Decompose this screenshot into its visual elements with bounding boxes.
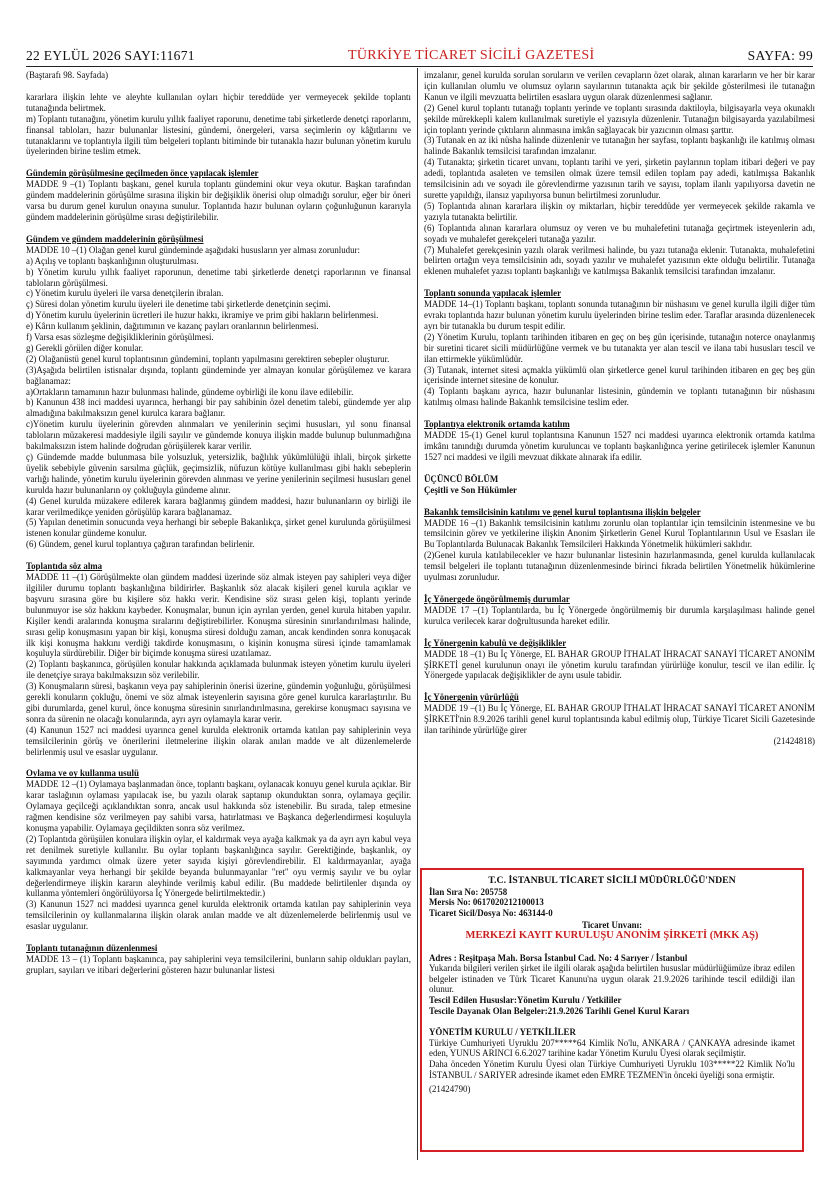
paragraph: (4) Kanunun 1527 nci maddesi uyarınca genel kurulda elektronik ortamda katılan pay sahiplerinin veya temsilcilerinin görüş ve önerilerini iletmelerine ilişkin olarak anılan madde ve alt düzenlemelerde belirlenmiş usul ve esaslar uygulanır. [26,724,411,757]
paragraph: MADDE 19 –(1) Bu İç Yönerge, EL BAHAR GROUP İTHALAT İHRACAT SANAYİ TİCARET ANONİM ŞİRKETİ'nin 8.9.2026 tarihli genel kurul toplantısında kabul edilmiş olup, Türkiye Ticaret Sicili Gazetesinde ilan tarihinde yürürlüğe girer [424,703,815,736]
section-heading: Gündemin görüşülmesine geçilmeden önce yapılacak işlemler [26,168,259,179]
paragraph: (2) Toplantı başkanınca, görüşülen konular hakkında açıklamada bulunmak isteyen yönetim kurulu üyeleri ile denetçiye sıraya bakılmaksızın söz verilebilir. [26,659,411,681]
paragraph: MADDE 13 – (1) Toplantı başkanınca, pay sahiplerini veya temsilcilerini, bunların sahip oldukları payları, grupları, sayıları ve itibari değerlerini gösteren hazır bulunanlar listesi [26,953,411,975]
header-rule [26,66,813,67]
paragraph: kararlara ilişkin lehte ve aleyhte kullanılan oyları hiçbir tereddüde yer vermeyecek şekilde toplantı tutanağında belirtmek. [26,91,411,113]
paragraph: ç) Gündemde madde bulunmasa bile yolsuzluk, yetersizlik, bağlılık yükümlülüğü ihlali, birçok şirkette üyelik sebebiyle güvenin sarsılma güçlük, geçimsizlik, nüfuzun kötüye kullanılması gibi haklı sebeplerin varlığı halinde, yönetim kurulu üyelerinin görevden alınması ve yerine yenilerinin seçilmesi hususları genel kurulda hazır bulunanların oy çokluğuyla gündeme alınır. [26,452,411,495]
paragraph: e) Kârın kullanım şeklinin, dağıtımının ve kazanç payları oranlarının belirlenmesi. [26,321,319,332]
paragraph: MADDE 9 –(1) Toplantı başkanı, genel kurula toplantı gündemini okur veya okutur. Başkan tarafından gündem maddelerinin görüşülme sırasına ilişkin bir değişiklik önerisi olup olmadığı sorulur, eğer bir öneri varsa bu durum genel kurulun onayına sunulur. Toplantıda hazır bulunan oyların çoğunluğunun kararıyla gündem maddelerinin görüşülme sırası değiştirilebilir. [26,179,411,222]
paragraph-gap [424,496,815,507]
gazette-title: TÜRKİYE TİCARET SİCİLİ GAZETESİ [348,48,595,63]
section-heading: Toplantıda söz alma [26,561,103,572]
paragraph: MADDE 16 –(1) Bakanlık temsilcisinin katılımı zorunlu olan toplantılar için temsilcinin istenmesine ve bu temsilcinin görev ve yetkilerine ilişkin Anonim Şirketlerin Genel Kurul Toplantılarının Usul ve Esasları ile Bu Toplantılarda Bulunacak Bakanlık Temsilcileri Hakkında Yönetmelik hükümleri saklıdır. [424,517,815,550]
section-heading: Gündem ve gündem maddelerinin görüşülmesi [26,233,204,244]
notice-body: Yukarıda bilgileri verilen şirket ile ilgili olarak aşağıda belirtilen hususlar müdürlüğümüze ibraz edilen belgeler istinaden ve Türk Ticaret Kanunu'na uygun olarak 21.9.2026 tarihinde tescil edildiği ilan olunur. [429,963,795,995]
paragraph: (6) Toplantıda alınan kararlara olumsuz oy veren ve bu muhalefetini tutanağa geçirtmek isteyenlerin adı, soyadı ve muhalefet gerekçeleri tutanağa yazılır. [424,222,815,244]
part-heading: ÜÇÜNCÜ BÖLÜM [424,473,499,484]
section-heading: Toplantı sonunda yapılacak işlemler [424,288,562,299]
paragraph-gap [26,157,411,168]
section-heading: Oylama ve oy kullanma usulü [26,768,139,779]
paragraph: (4) Toplantı başkanı ayrıca, hazır bulunanlar listesinin, gündemin ve toplantı tutanağının bir nüshasını katılmış olması halinde Bakanlık temsilcisine teslim eder. [424,386,815,408]
paragraph: (2) Toplantıda görüşülen konulara ilişkin oylar, el kaldırmak veya ayağa kalkmak ya da ayrı ayrı kabul veya ret denilmek suretiyle kullanılır. Bu oylar toplantı başkanlığınca sayılır. Gerektiğinde, başkanlık, oy sayımında yardımcı olmak üzere yeter sayıda kişiyi görevlendirebilir. El kaldırmayanlar, ayağa kalkmayanlar veya herhangi bir şekilde beyanda bulunmayanlar "ret" oyu vermiş sayılır ve bu oylar değerlendirmeye ilişkin kararın aleyhinde verilmiş kabul edilir. (Bu maddede belirtilenler dışında oy kullanma yöntemleri öngörülüyorsa İç Yönergede belirtilmektedir.) [26,833,411,899]
section-heading: İç Yönergenin kabulü ve değişiklikler [424,637,567,648]
paragraph-gap [424,681,815,692]
paragraph: (4) Tutanakta; şirketin ticaret unvanı, toplantı tarihi ve yeri, şirketin paylarının toplam itibari değeri ve pay adedi, toplantıda asaleten ve temsilen olmak üzere temsil edilen toplam pay adedi, katılmışsa Bakanlık temsilcisinin adı ve soyadı ile görevlendirme yazısının tarih ve sayısı, toplam ilanlı yapılıyorsa davetin ne surette yapıldığı, ilansız yapılıyorsa bunun belirtilmesi zorunludur. [424,157,815,200]
notice-paragraph-1: Türkiye Cumhuriyeti Uyruklu 207*****64 Kimlik No'lu, ANKARA / ÇANKAYA adresinde ikamet eden, YUNUS ARINCI 6.6.2027 tarihine kadar Yönetim Kurulu Üyesi olarak seçilmiştir. [429,1037,795,1059]
paragraph: b) Kanunun 438 inci maddesi uyarınca, herhangi bir pay sahibinin özel denetim talebi, gündemde yer alıp almadığına bakılmaksızın genel kurulca karara bağlanır. [26,397,411,419]
paragraph: (2) Genel kurul toplantı tutanağı toplantı yerinde ve toplantı sırasında daktiloyla, bilgisayarla veya okunaklı şekilde mürekkepli kalem kullanılmak suretiyle el yazısıyla düzenlenir. Tutanağın bilgisayarda yazılabilmesi için toplantı yerinde çıktıların alınmasına imkân sağlayacak bir yazıcının olması şarttır. [424,102,815,135]
notice-reference: (21424790) [429,1084,471,1095]
paragraph: (3) Tutanak en az iki nüsha halinde düzenlenir ve tutanağın her sayfası, toplantı başkanlığı ile katılmış olması halinde Bakanlık temsilcisi tarafından imzalanır. [424,135,815,157]
paragraph: b) Yönetim kurulu yıllık faaliyet raporunun, denetime tabi şirketlerde denetçi raporlarının ve finansal tabloların görüşülmesi. [26,266,411,288]
paragraph: (5) Yapılan denetimin sonucunda veya herhangi bir sebeple Bakanlıkça, şirket genel kurulunda görüşülmesi istenen konular gündeme konulur. [26,517,411,539]
paragraph: (7) Muhalefet gerekçesinin yazılı olarak verilmesi halinde, bu yazı tutanağa eklenir. Tutanakta, muhalefetini belirten ortağın veya temsilcisinin adı, soyadı yazılır ve muhalefet yazısının ekte olduğu belirtilir. Tutanağa eklenen muhalefet yazısı toplantı başkanlığı ve katılmışsa Bakanlık temsilcisi tarafından imzalanır. [424,244,815,277]
section-heading: Toplantıya elektronik ortamda katılım [424,419,570,430]
notice-sicil: Ticaret Sicil/Dosya No: 463144-0 [429,907,553,918]
column-divider [417,68,418,1160]
paragraph: (5) Toplantıda alınan kararlara ilişkin oy miktarları, hiçbir tereddüde yer vermeyecek şekilde rakamla ve yazıyla tutanakta belirtilir. [424,200,815,222]
notice-section-title: YÖNETİM KURULU / YETKİLİLER [429,1027,576,1038]
paragraph-gap [424,277,815,288]
page-header [26,40,813,64]
paragraph-gap [26,932,411,943]
paragraph-gap [424,408,815,419]
section-heading: Toplantı tutanağının düzenlenmesi [26,943,158,954]
paragraph: c)Yönetim kurulu üyelerinin görevden alınmaları ve yenilerinin seçimi hususları, yıl sonu finansal tabloların müzakeresi maddesiyle ilgili sayılır ve gündemde konuya ilişkin madde bulunup bulunmadığına bakılmaksızın istem halinde doğrudan görüşülerek karar verilir. [26,419,411,452]
paragraph-gap [26,757,411,768]
notice-dayanak: Tescile Dayanak Olan Belgeler:21.9.2026 Tarihli Genel Kurul Kararı [429,1005,690,1016]
section-heading: İç Yönergede öngörülmemiş durumlar [424,593,570,604]
announcement-reference: (21424818) [773,735,815,746]
registry-notice [420,868,804,1152]
issue-date: 22 EYLÜL 2026 SAYI:11671 [26,48,195,63]
paragraph: (3)Aşağıda belirtilen istisnalar dışında, toplantı gündeminde yer almayan konular görüşülemez ve karara bağlanamaz: [26,364,411,386]
paragraph-gap [26,81,411,92]
notice-mersis: Mersis No: 0617020212100013 [429,897,544,908]
paragraph: MADDE 18 –(1) Bu İç Yönerge, EL BAHAR GROUP İTHALAT İHRACAT SANAYİ TİCARET ANONİM ŞİRKETİ genel kurulunun onayı ile yönetim kurulu tarafından yürürlüğe konulur, tescil ve ilan edilir. İç Yönergede yapılacak değişiklikler de aynı usule tabidir. [424,648,815,681]
paragraph: MADDE 14–(1) Toplantı başkanı, toplantı sonunda tutanağının bir nüshasını ve genel kurulla ilgili diğer tüm evrakı toplantıda hazır bulunan yönetim kurulu üyelerinden birine teslim eder. Taraflar arasında düzenlenecek ayrı bir tutanakla bu durum tespit edilir. [424,299,815,331]
paragraph: a)Ortakların tamamının hazır bulunması halinde, gündeme oybirliği ile konu ilave edilebilir. [26,386,354,397]
paragraph: MADDE 15-(1) Genel kurul toplantısına Kanunun 1527 nci maddesi uyarınca elektronik ortamda katılma imkânı tanındığı durumda yönetim kuruluncaı ve toplantı başkanlığınca yerine getirilecek işlemler Kanunun 1527 nci maddesi ve ilgili mevzuat dikkate alınarak ifa edilir. [424,430,815,462]
paragraph: MADDE 12 –(1) Oylamaya başlanmadan önce, toplantı başkanı, oylanacak konuyu genel kurula açıklar. Bir karar taslağının oylaması yapılacak ise, bu yazılı olarak saptanıp okunduktan sonra, oylamaya geçilir. Oylamaya geçilceği açıklandıktan sonra, ancak usul hakkında söz istenebilir. Bu sırada, talep etmesine rağmen kendisine söz verilmeyen pay sahibi varsa, hatırlatması ve Başkanca değerlendirmesi koşuluyla konuşma yapabilir. Oylamaya geçildikten sonra söz verilmez. [26,779,411,833]
notice-directorate: T.C. İSTANBUL TİCARET SİCİLİ MÜDÜRLÜĞÜ'NDEN [488,875,736,886]
section-heading: Bakanlık temsilcisinin katılımı ve genel kurul toplantısına ilişkin belgeler [424,506,701,517]
notice-adres: Adres : Reşitpaşa Mah. Borsa İstanbul Cad. No: 4 Sarıyer / İstanbul [429,952,688,963]
paragraph: (2) Yönetim Kurulu, toplantı tarihinden itibaren en geç on beş gün içerisinde, tutanağın noterce onaylanmış bir suretini ticaret sicili müdürlüğüne vermek ve bu tutanakta yer alan tescil ve ilana tabi hususları tescil ve ilan ettirmekle yükümlüdür. [424,331,815,364]
notice-ilan-sira: İlan Sıra No: 205758 [429,886,508,897]
paragraph: ç) Süresi dolan yönetim kurulu üyeleri ile denetime tabi şirketlerde denetçinin seçimi. [26,299,331,310]
notice-unvan-label: Ticaret Unvanı: [581,920,643,931]
paragraph: c) Yönetim kurulu üyeleri ile varsa denetçilerin ibralan. [26,288,224,299]
paragraph-gap [26,223,411,234]
right-column [424,70,815,747]
paragraph-gap [26,550,411,561]
paragraph: g) Gerekli görülen diğer konular. [26,342,144,353]
paragraph-gap [424,583,815,594]
paragraph: MADDE 10 –(1) Olağan genel kurul gündeminde aşağıdaki hususların yer alması zorunludur: [26,244,360,255]
paragraph: imzalanır, genel kurulda sorulan soruların ve verilen cevapların özet olarak, alınan kararların ve her bir karar için kullanılan olumlu ve olumsuz oyların sayılarının tutanakta açık bir şekilde gösterilmesi ile tutanağın Kanun ve ilgili mevzuatta belirtilen esaslara uygun olarak düzenlenmesi sağlanır. [424,70,815,102]
paragraph: m) Toplantı tutanağını, yönetim kurulu yıllık faaliyet raporunu, denetime tabi şirketlerde denetçi raporlarını, finansal tabloları, hazır bulunanlar listesini, gündemi, önergeleri, varsa seçimlerin oy kâğıtlarını ve tutanaklarını ve toplantıyla ilgili tüm belgeleri toplantı bitiminde bir tutanakla hazır bulunan yönetim kurulu üyelerinden birine teslim etmek. [26,113,411,157]
paragraph: f) Varsa esas sözleşme değişikliklerinin görüşülmesi. [26,332,214,343]
paragraph: (6) Gündem, genel kurul toplantıya çağıran tarafından belirlenir. [26,539,255,550]
paragraph-gap [424,463,815,474]
paragraph: (2) Olağanüstü genel kurul toplantısının gündemini, toplantı yapılmasını gerektiren sebepler oluşturur. [26,353,390,364]
section-heading: İç Yönergenin yürürlüğü [424,692,519,703]
paragraph: (Baştarafı 98. Sayfada) [26,70,109,80]
paragraph: MADDE 17 –(1) Toplantılarda, bu İç Yönergede öngörülmemiş bir durumla karşılaşılması halinde genel kurulca verilecek karar doğrultusunda hareket edilir. [424,604,815,626]
paragraph: MADDE 11 –(1) Görüşülmekte olan gündem maddesi üzerinde söz almak isteyen pay sahipleri veya diğer ilgililer durumu toplantı başkanlığına bildirirler. Başkanlık söz alacak kişileri genel kurula açıklar ve başvuru sırasına göre bu kişilere söz hakkı verir. Kendisine söz sırası gelen kişi, toplantı yerinde bulunmuyor ise söz hakkını kaybeder. Konuşmalar, bunun için ayrılan yerden, genel kurula hitaben yapılır. Kişiler kendi aralarında konuşma sıralarını değiştirebilirler. Konuşma süresinin sınırlandırılması halinde, sırası gelip konuşmasını yapan bir kişi, konuşma süresi dolduğu zaman, ancak kendinden sonra konuşacak ilk kişi konuşma hakkını verdiği takdirde konuşmasını, o kişinin konuşma süresi içinde tamamlamak koşuluyla sürdürebilir. Diğer bir biçimde konuşma süresi uzatılamaz. [26,572,411,659]
notice-tescil: Tescil Edilen Hususlar:Yönetim Kurulu / Yetkililer [429,994,622,1005]
left-column [26,70,411,976]
notice-unvan: MERKEZİ KAYIT KURULUŞU ANONİM ŞİRKETİ (MKK AŞ) [465,929,759,941]
part-heading: Çeşitli ve Son Hükümler [424,484,517,495]
paragraph: (3) Kanunun 1527 nci maddesi uyarınca genel kurulda elektronik ortamda katılan pay sahiplerinin veya temsilcilerinin oy kullanmalarına ilişkin olarak anılan madde ve alt düzenlemelerde belirlenmiş usul ve esaslar uygulanır. [26,899,411,932]
paragraph: (3) Konuşmaların süresi, başkanın veya pay sahiplerinin önerisi üzerine, gündemin yoğunluğu, görüşülmesi gerekli konuların çokluğu, önemi ve söz almak isteyenlerin sayısına göre genel kurulca kararlaştırılır. Bu gibi durumlarda, genel kurul, önce konuşma süresinin sınırlandırılmasına, gerekirse konuşmacı sayısına ve sonra da sürenin ne olacağı konularında, ayrı ayrı oylamayla karar verir. [26,681,411,724]
paragraph: a) Açılış ve toplantı başkanlığının oluşturulması. [26,255,199,266]
paragraph: (2)Genel kurula katılabilecekler ve hazır bulunanlar listesinin hazırlanmasında, genel kurulda kullanılacak temsil belgeleri ile toplantı tutanağının düzenlenmesinde birinci fıkrada belirtilen Yönetmelik hükümlerine uyulması zorunludur. [424,550,815,583]
page-number: SAYFA: 99 [747,48,813,63]
paragraph-gap [424,627,815,638]
paragraph: d) Yönetim kurulu üyelerinin ücretleri ile huzur hakkı, ikramiye ve prim gibi hakların belirlenmesi. [26,310,379,321]
notice-paragraph-2: Daha önceden Yönetim Kurulu Üyesi olan Türkiye Cumhuriyeti Uyruklu 103*****22 Kimlik No'lu İSTANBUL / SARIYER adresinde ikamet eden EMRE TEZMEN'in önceki üyeliği sona ermiştir. [429,1058,795,1080]
paragraph: (3) Tutanak, internet sitesi açmakla yükümlü olan şirketlerce genel kurul tarihinden itibaren en geç beş gün içerisinde internet sitesine de konulur. [424,364,815,386]
paragraph: (4) Genel kurulda müzakere edilerek karara bağlanmış gündem maddesi, hazır bulunanların oy birliği ile karar verilmedikçe yeniden görüşülüp karara bağlanamaz. [26,495,411,517]
